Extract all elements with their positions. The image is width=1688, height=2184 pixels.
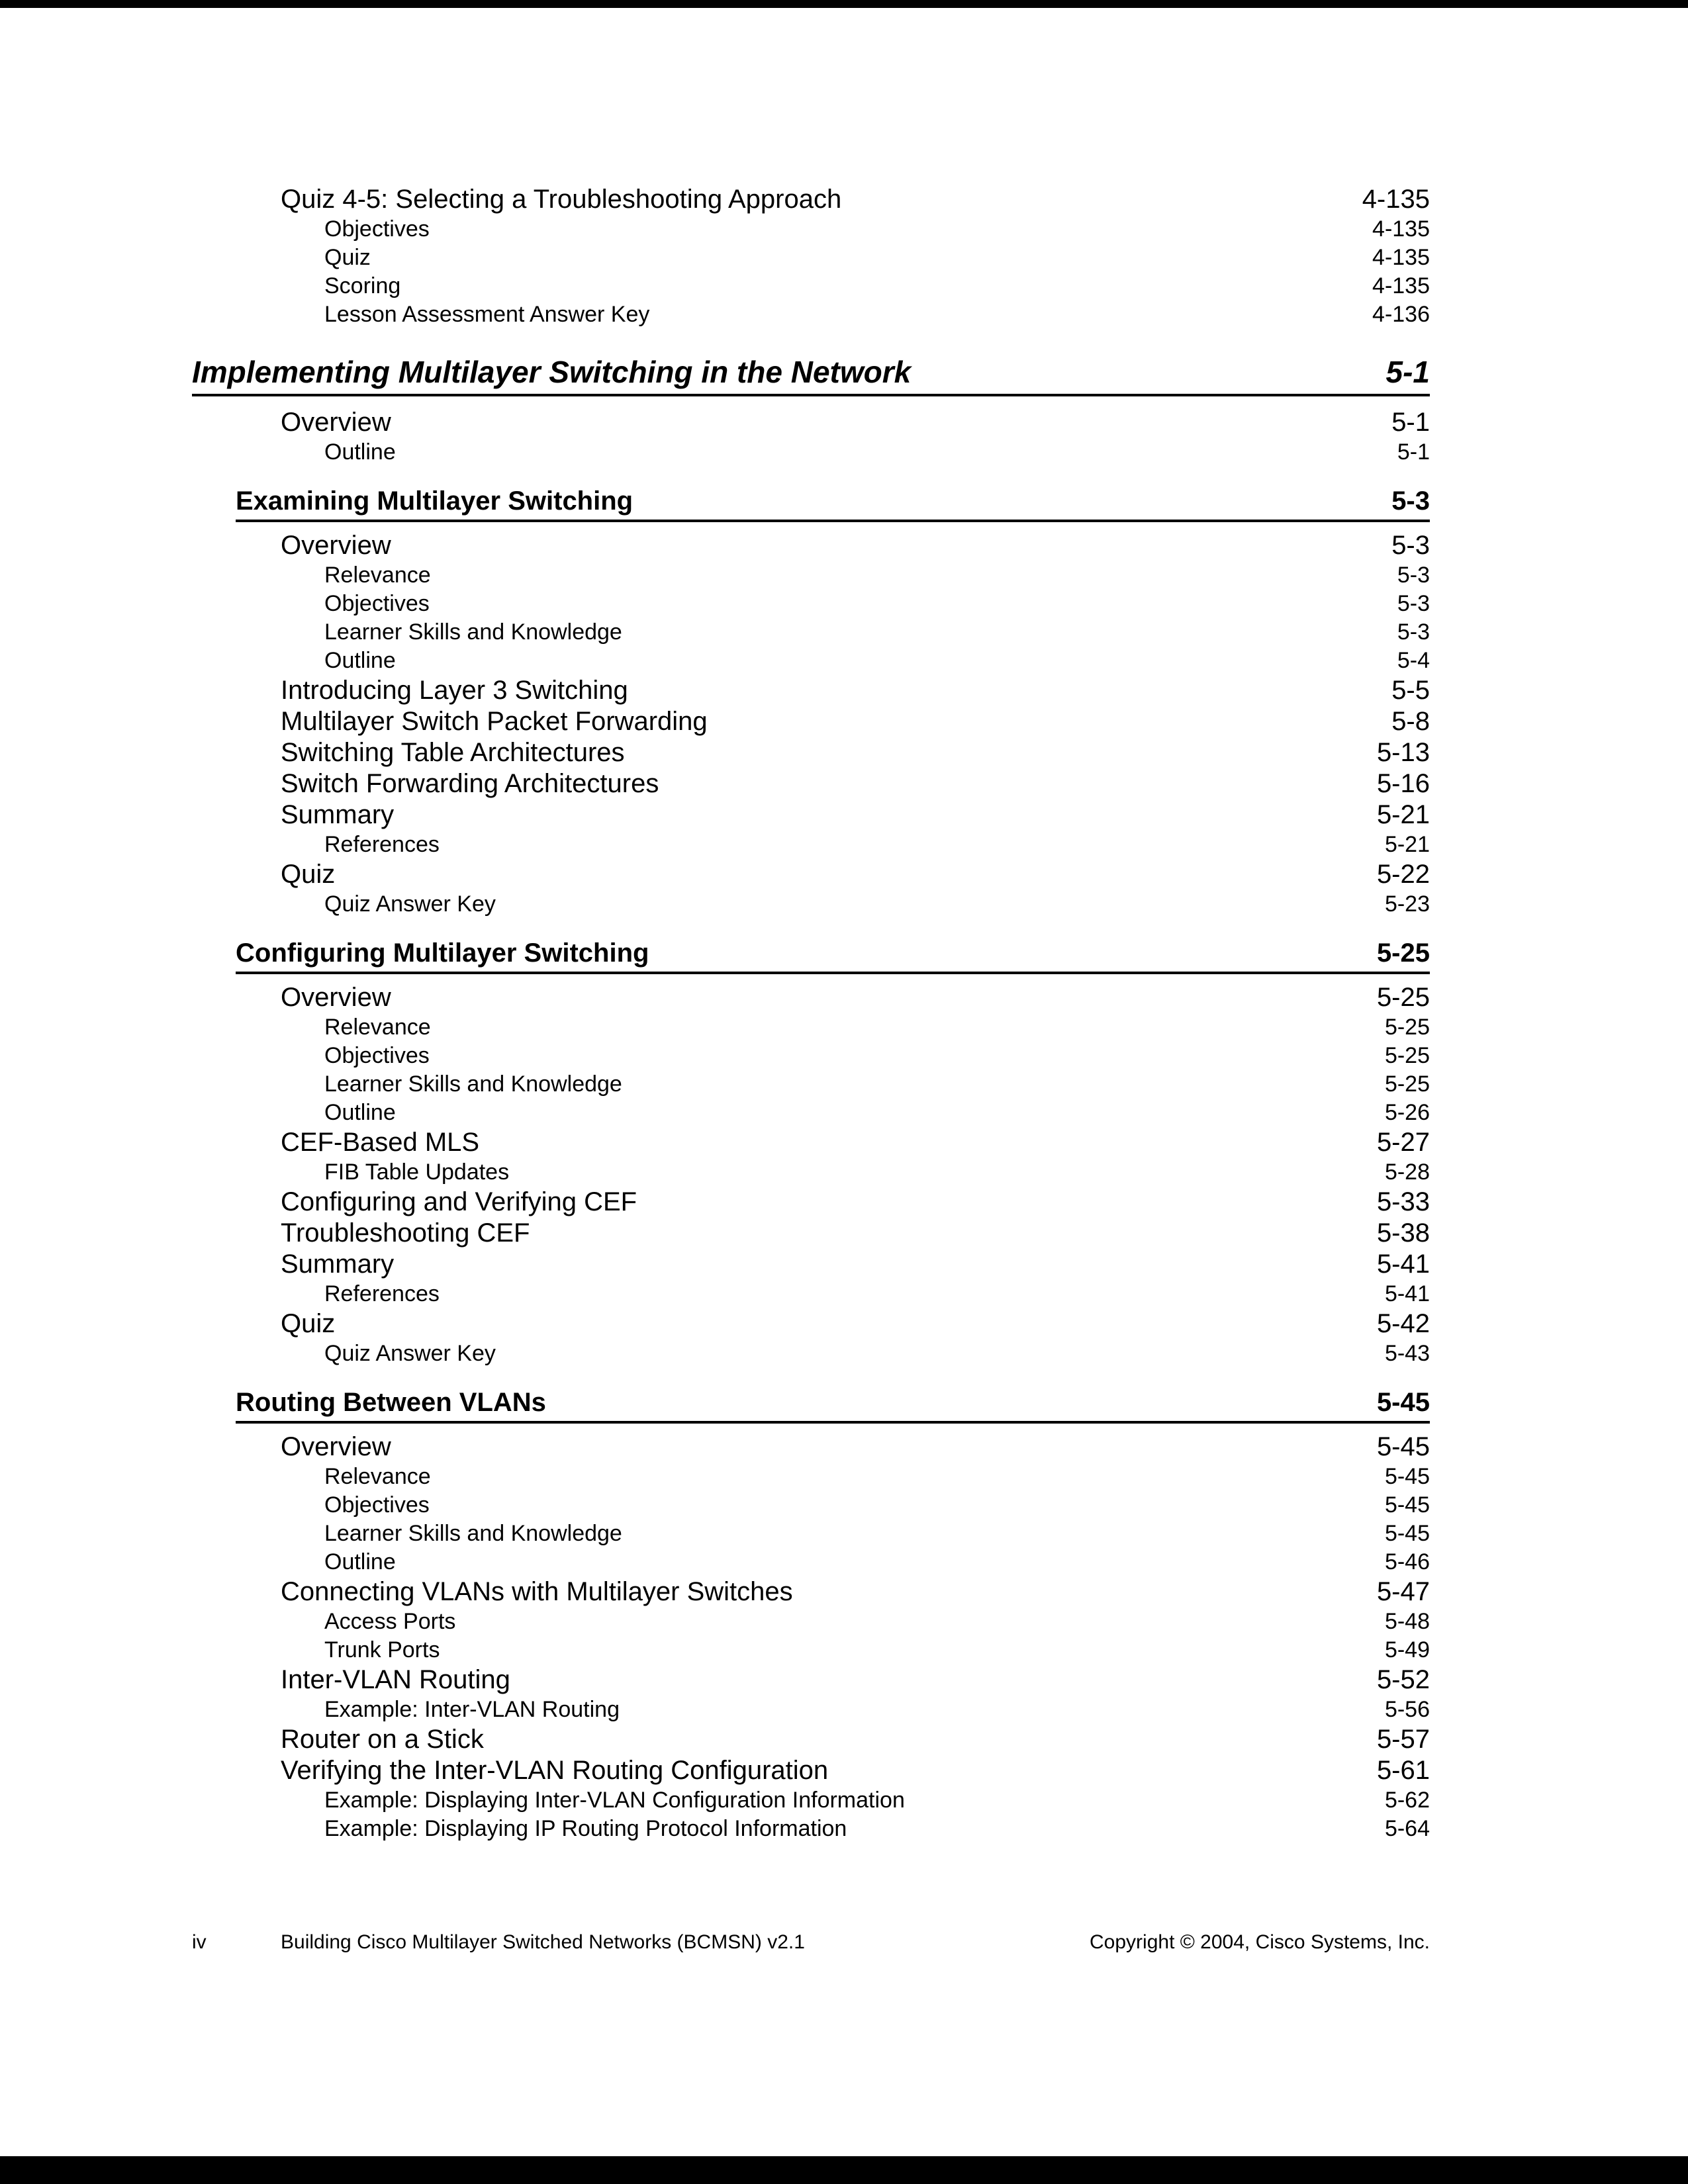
toc-entry-label: Example: Displaying Inter-VLAN Configuration Information: [324, 1788, 905, 1813]
toc-entry-page: 5-27: [1376, 1128, 1430, 1157]
toc-entry-page: 5-46: [1384, 1549, 1430, 1574]
toc-entry-label: Overview: [281, 983, 391, 1012]
toc-entry-label: Summary: [281, 1250, 395, 1279]
footer-document-title: Building Cisco Multilayer Switched Networks (BCMSN) v2.1: [281, 1931, 805, 1953]
toc-entry-label: Lesson Assessment Answer Key: [324, 302, 650, 327]
toc-entry-page: 5-1: [1391, 408, 1430, 437]
toc-entry-label: Multilayer Switch Packet Forwarding: [281, 707, 708, 736]
toc-entry: [281, 1218, 1430, 1249]
toc-entry-page: 4-136: [1372, 302, 1430, 327]
toc-entry-page: 5-41: [1384, 1281, 1430, 1306]
toc-entry: [324, 1548, 1430, 1576]
toc-entry-label: Trunk Ports: [324, 1637, 440, 1662]
toc-entry-label: Learner Skills and Knowledge: [324, 619, 622, 645]
toc-entry-page: 4-135: [1372, 273, 1430, 298]
toc-entry: [324, 1636, 1430, 1664]
toc-entry-page: 4-135: [1372, 216, 1430, 242]
toc-entry-page: 5-61: [1376, 1756, 1430, 1785]
toc-entry-page: 4-135: [1372, 245, 1430, 270]
toc-entry-label: Switch Forwarding Architectures: [281, 769, 659, 798]
toc-entry: [324, 1280, 1430, 1308]
toc-entry-page: 5-52: [1376, 1665, 1430, 1694]
toc-entry: [324, 590, 1430, 618]
toc-entry-page: 5-33: [1376, 1187, 1430, 1216]
toc-entry: [281, 1755, 1430, 1786]
toc-entry-page: 5-56: [1384, 1697, 1430, 1722]
toc-entry: [324, 272, 1430, 300]
toc-entry: [324, 1815, 1430, 1843]
toc-entry: [324, 1042, 1430, 1070]
toc-entry-page: 5-48: [1384, 1609, 1430, 1634]
toc-entry-page: 5-22: [1376, 860, 1430, 889]
toc-section-heading: [236, 937, 1430, 974]
toc: [192, 184, 1430, 1843]
toc-entry: [281, 1249, 1430, 1280]
toc-entry: [281, 1664, 1430, 1696]
toc-entry-label: Outline: [324, 648, 396, 673]
toc-entry: [324, 1608, 1430, 1636]
toc-section-heading: [236, 1387, 1430, 1424]
toc-entry: [324, 1340, 1430, 1368]
toc-entry-page: 5-21: [1384, 832, 1430, 857]
toc-entry-page: 5-57: [1376, 1725, 1430, 1754]
toc-entry-page: 5-62: [1384, 1788, 1430, 1813]
toc-entry-label: Overview: [281, 531, 391, 560]
toc-entry: [281, 706, 1430, 737]
toc-entry-label: Examining Multilayer Switching: [236, 486, 633, 516]
toc-entry-label: Relevance: [324, 1464, 431, 1489]
toc-entry: [324, 647, 1430, 675]
toc-entry-page: 5-3: [1391, 531, 1430, 560]
toc-entry: [324, 618, 1430, 647]
toc-entry-label: Routing Between VLANs: [236, 1388, 546, 1417]
toc-entry-page: 5-16: [1376, 769, 1430, 798]
toc-entry-label: Learner Skills and Knowledge: [324, 1521, 622, 1546]
toc-entry-label: Inter-VLAN Routing: [281, 1665, 510, 1694]
toc-entry: [324, 1099, 1430, 1127]
toc-entry-page: 5-5: [1391, 676, 1430, 705]
toc-entry-page: 5-38: [1376, 1218, 1430, 1248]
toc-entry: [324, 1520, 1430, 1548]
toc-entry-label: Example: Displaying IP Routing Protocol Information: [324, 1816, 847, 1841]
toc-entry: [324, 215, 1430, 244]
toc-entry-page: 5-64: [1384, 1816, 1430, 1841]
toc-entry: [281, 982, 1430, 1013]
toc-entry-label: Quiz Answer Key: [324, 1341, 496, 1366]
toc-entry-page: 5-3: [1391, 486, 1430, 516]
toc-entry: [281, 184, 1430, 215]
toc-entry-label: Connecting VLANs with Multilayer Switches: [281, 1577, 793, 1606]
toc-entry-page: 5-4: [1397, 648, 1430, 673]
toc-entry: [281, 530, 1430, 561]
toc-entry: [281, 768, 1430, 799]
toc-entry: [281, 737, 1430, 768]
scan-edge-bottom: [0, 2156, 1688, 2184]
toc-entry-page: 5-43: [1384, 1341, 1430, 1366]
toc-entry: [281, 799, 1430, 831]
toc-entry-label: Relevance: [324, 563, 431, 588]
toc-entry: [324, 1463, 1430, 1491]
toc-entry-label: Quiz 4-5: Selecting a Troubleshooting Approach: [281, 185, 842, 214]
toc-entry-page: 5-41: [1376, 1250, 1430, 1279]
toc-entry-page: 5-47: [1376, 1577, 1430, 1606]
toc-entry: [324, 1070, 1430, 1099]
toc-entry-page: 5-28: [1384, 1160, 1430, 1185]
toc-entry-label: Relevance: [324, 1015, 431, 1040]
toc-entry-label: Introducing Layer 3 Switching: [281, 676, 628, 705]
toc-entry-label: Example: Inter-VLAN Routing: [324, 1697, 620, 1722]
toc-entry-page: 5-49: [1384, 1637, 1430, 1662]
toc-entry-label: Objectives: [324, 1043, 430, 1068]
toc-entry-page: 5-13: [1376, 738, 1430, 767]
footer-page-number: iv: [192, 1931, 207, 1953]
toc-entry: [324, 244, 1430, 272]
toc-entry-page: 5-25: [1384, 1071, 1430, 1097]
toc-entry-page: 5-45: [1384, 1521, 1430, 1546]
toc-entry-label: Configuring Multilayer Switching: [236, 938, 649, 968]
toc-entry: [281, 1308, 1430, 1340]
toc-entry-page: 5-25: [1384, 1043, 1430, 1068]
toc-entry-label: References: [324, 832, 440, 857]
toc-section-heading: [236, 485, 1430, 522]
toc-entry-label: Quiz: [281, 1309, 336, 1338]
toc-entry-page: 5-45: [1376, 1388, 1430, 1417]
toc-entry-page: 5-25: [1384, 1015, 1430, 1040]
toc-entry-label: Quiz Answer Key: [324, 891, 496, 917]
toc-entry-label: FIB Table Updates: [324, 1160, 510, 1185]
toc-entry-label: CEF-Based MLS: [281, 1128, 480, 1157]
toc-entry: [324, 438, 1430, 467]
scan-edge-top: [0, 0, 1688, 8]
toc-entry-label: Outline: [324, 1549, 396, 1574]
toc-entry: [281, 1432, 1430, 1463]
toc-entry: [281, 407, 1430, 438]
toc-entry-page: 5-3: [1397, 563, 1430, 588]
toc-entry-label: Learner Skills and Knowledge: [324, 1071, 622, 1097]
toc-entry-page: 5-1: [1385, 355, 1430, 389]
toc-entry-label: Objectives: [324, 591, 430, 616]
toc-entry-page: 5-1: [1397, 439, 1430, 465]
toc-entry: [281, 1576, 1430, 1608]
toc-entry-label: Outline: [324, 1100, 396, 1125]
toc-entry-page: 5-45: [1376, 1432, 1430, 1461]
toc-entry-page: 5-25: [1376, 938, 1430, 968]
toc-entry: [324, 1013, 1430, 1042]
toc-entry-label: Outline: [324, 439, 396, 465]
toc-entry-label: Overview: [281, 408, 391, 437]
toc-entry-label: Quiz: [281, 860, 336, 889]
toc-entry: [324, 1491, 1430, 1520]
toc-chapter-heading: [192, 354, 1430, 396]
toc-entry: [324, 1696, 1430, 1724]
page-footer: [0, 1930, 1688, 1963]
toc-entry-page: 5-23: [1384, 891, 1430, 917]
toc-entry-page: 5-45: [1384, 1464, 1430, 1489]
toc-entry: [324, 300, 1430, 329]
footer-copyright: Copyright © 2004, Cisco Systems, Inc.: [1090, 1931, 1430, 1953]
toc-entry-label: Overview: [281, 1432, 391, 1461]
toc-entry-label: Objectives: [324, 216, 430, 242]
toc-entry-label: Access Ports: [324, 1609, 456, 1634]
toc-entry-label: References: [324, 1281, 440, 1306]
toc-entry-page: 5-21: [1376, 800, 1430, 829]
toc-entry-page: 5-42: [1376, 1309, 1430, 1338]
toc-entry: [281, 859, 1430, 890]
toc-entry-page: 5-3: [1397, 619, 1430, 645]
toc-entry-page: 5-25: [1376, 983, 1430, 1012]
toc-entry: [324, 890, 1430, 919]
toc-entry: [281, 1724, 1430, 1755]
toc-entry-label: Implementing Multilayer Switching in the Network: [192, 355, 912, 389]
toc-entry: [324, 561, 1430, 590]
toc-entry: [324, 831, 1430, 859]
toc-entry: [281, 675, 1430, 706]
toc-entry-page: 5-45: [1384, 1492, 1430, 1518]
toc-entry-label: Summary: [281, 800, 395, 829]
toc-entry-label: Verifying the Inter-VLAN Routing Configuration: [281, 1756, 829, 1785]
toc-entry-label: Router on a Stick: [281, 1725, 484, 1754]
toc-entry-label: Configuring and Verifying CEF: [281, 1187, 637, 1216]
toc-entry-page: 5-8: [1391, 707, 1430, 736]
toc-entry-label: Scoring: [324, 273, 401, 298]
toc-entry-page: 5-26: [1384, 1100, 1430, 1125]
toc-entry: [281, 1187, 1430, 1218]
toc-entry: [324, 1786, 1430, 1815]
toc-entry-label: Objectives: [324, 1492, 430, 1518]
toc-entry: [281, 1127, 1430, 1158]
toc-entry: [324, 1158, 1430, 1187]
toc-entry-label: Quiz: [324, 245, 371, 270]
toc-entry-page: 5-3: [1397, 591, 1430, 616]
toc-entry-label: Switching Table Architectures: [281, 738, 625, 767]
toc-entry-page: 4-135: [1362, 185, 1430, 214]
toc-entry-label: Troubleshooting CEF: [281, 1218, 530, 1248]
